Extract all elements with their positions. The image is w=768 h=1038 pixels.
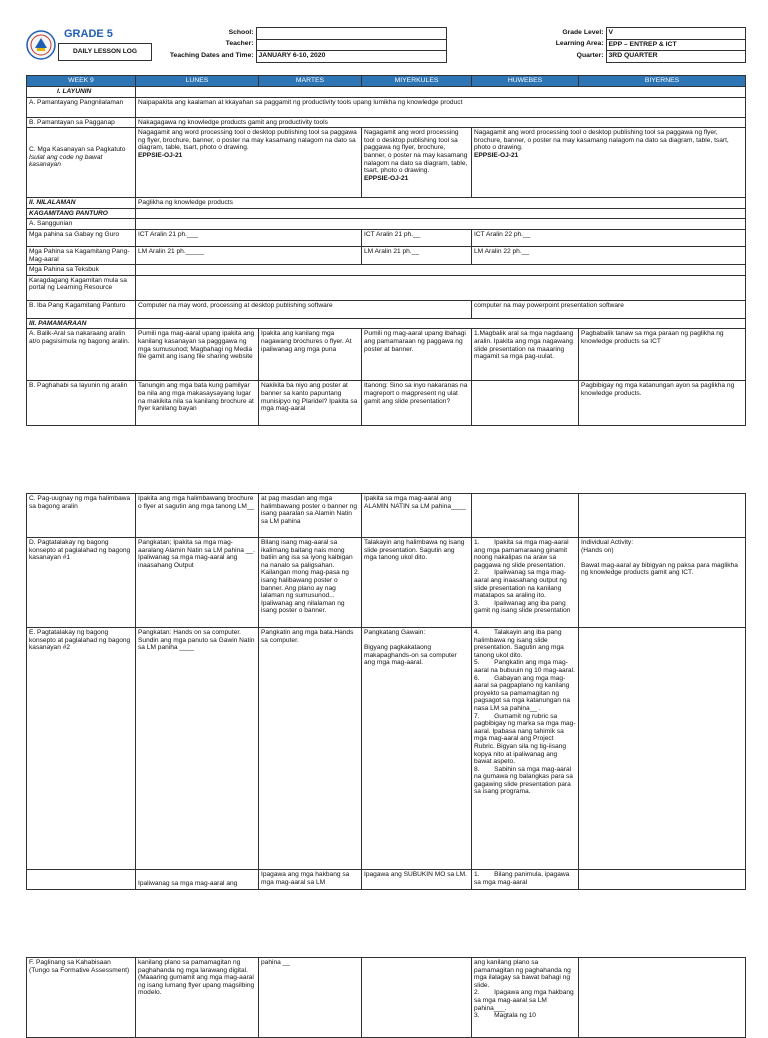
label-text: C. Mga Kasanayan sa Pagkatuto xyxy=(29,146,126,154)
competency-code: EPPSIE-OJ-21 xyxy=(364,174,409,182)
row-label: Karagdagang Kagamitan mula sa portal ng Learning Resource xyxy=(27,275,136,300)
col-martes: MARTES xyxy=(259,76,362,87)
cell-text: pahina __ xyxy=(259,958,362,1038)
cell-text: 1. Bilang panimula, ipagawa sa mga mag-aaral xyxy=(472,870,579,890)
cell-text: Bilang isang mag-aaral sa ikalimang baitang nais mong batiin ang isa sa iyong kaibigan na nanalo sa paligsahan. Kailangan mong mag-pasa ng isang halibawang poster o banner. Ang plano ay nag lalaman ng sumusunod... Ipaliwanag ang nilalaman ng isang poster o banner. xyxy=(259,538,362,628)
row-label: A. Sanggunian xyxy=(27,219,136,230)
lesson-table-page-2 xyxy=(26,493,746,890)
cell-text: Ipagawa ang SUBUKIN MO sa LM. xyxy=(362,870,472,890)
section-pamamaraan: III. PAMAMARAAN xyxy=(27,318,136,329)
cell-text: Pangkatang Gawain: Bigyang pagkakataong makapaghands-on sa computer ang mga mag-aaral. xyxy=(362,628,472,870)
teacher-label: Teacher: xyxy=(225,40,254,47)
row-text: Nakagagawa ng knowledge products gamit ang productivity tools xyxy=(136,117,746,128)
lesson-table-page-1 xyxy=(26,75,746,426)
cell-text: ICT Aralin 21 ph.__ xyxy=(362,229,472,246)
col-huwebes: HUWEBES xyxy=(472,76,579,87)
row-label: D. Pagtatalakay ng bagong konsepto at paglalahad ng bagong kasanayan #1 xyxy=(27,538,136,628)
cell-text: Nagagamit ang word processing tool o desktop publishing tool sa paggawa ng flyer, brochure, banner, o poster na may kasamang nalagom na dato sa diagram, table, tsart, photo o drawing. xyxy=(364,129,468,175)
row-label: B. Pamantayan sa Pagganap xyxy=(27,117,136,128)
cell-text: Pagbabalik tanaw sa mga paraan ng paglikha ng knowledge products sa ICT xyxy=(579,329,746,381)
row-label: A. Balik-Aral sa nakaraang aralin at/o pagsisimula ng bagong aralin. xyxy=(27,329,136,381)
cell-text: Pagbibigay ng mga katanungan ayon sa paglikha ng knowledge products. xyxy=(579,381,746,426)
teacher-value xyxy=(256,39,446,51)
cell-text: LM Aralin 22 ph.__ xyxy=(472,246,746,264)
cell-text: Ipakita ang kanilang mga nagawang brochures o flyer. At ipaliwanag ang mga puna xyxy=(259,329,362,381)
row-label: F. Paglinang sa Kahabisaan (Tungo sa Formative Assessment) xyxy=(27,958,136,1038)
section-layunin: I. LAYUNIN xyxy=(27,87,136,98)
cell-text: computer na may powerpoint presentation software xyxy=(472,300,746,318)
row-label: Mga Pahina sa Teksbuk xyxy=(27,265,136,276)
school-value xyxy=(256,28,446,40)
row-label: Mga Pahina sa Kagamitang Pang-Mag-aaral xyxy=(27,246,136,264)
learning-area-value: EPP – ENTREP & ICT xyxy=(606,39,745,51)
cell-text: Itanong: Sino sa inyo nakaranas na magreport o magpresent ng ulat gamit ang slide presentation? xyxy=(362,381,472,426)
cell-text: Pangkatin ang mga bata.Hands sa computer. xyxy=(259,628,362,870)
row-label: B. Paghahabi sa layunin ng aralin xyxy=(27,381,136,426)
page-1 xyxy=(0,0,768,418)
cell-text: ICT Aralin 22 ph.__ xyxy=(472,229,746,246)
page-3 xyxy=(0,955,768,1024)
dates-label: Teaching Dates and Time: xyxy=(169,51,254,59)
cell-text: Individual Activity: (Hands on) Bawat mag-aaral ay bibigyan ng paksa para maglikha ng knowledge products gamit ang ICT. xyxy=(579,538,746,628)
quarter-label: Quarter: xyxy=(576,51,604,59)
cell-text: 1.Magbalik aral sa mga nagdaang aralin. Ipakita ang mga nagawang slide presentation na maaaring magamit sa mga pag-uulat. xyxy=(472,329,579,381)
cell-text: Pumili nga mag-aaral upang ipakita ang kanilang kasanayan sa pagggawa ng mga sumusunod; Magbahagi ng Media file gamit ang isang file sharing website xyxy=(136,329,259,381)
cell-text: Ipakita ang mga halimbawang brochure o flyer at sagutin ang mga tanong LM__ xyxy=(136,494,259,538)
col-biyernes: BIYERNES xyxy=(579,76,746,87)
cell-text: Computer na may word, processing at desktop publishing software xyxy=(136,300,472,318)
lesson-table-page-3 xyxy=(26,957,746,1038)
header-info xyxy=(158,27,746,63)
competency-code: EPPSIE-OJ-21 xyxy=(138,151,183,159)
cell-text: LM Aralin 21 ph.__ xyxy=(362,246,472,264)
section-kagamitan: KAGAMITANG PANTURO xyxy=(27,208,136,219)
cell-text: Nakikita ba niyo ang poster at banner sa kanto papuntang munisipyo ng Plaridel? Ipakita sa mga mag-aaral xyxy=(259,381,362,426)
cell-text: Pangkatan: Hands on sa computer. Sundin ang mga panuto sa Gawin Natin sa LM paniha ____ xyxy=(136,628,259,870)
cell-huwebes xyxy=(472,128,746,198)
cell-text: Ipagawa ang mga hakbang sa mga mag-aaral sa LM xyxy=(259,870,362,890)
page-2 xyxy=(0,490,768,902)
cell-text: Nagagamit ang word processing tool o desktop publishing tool sa paggawa ng flyer, brochure, banner, o poster na may kasamang nalagom na dato sa diagram, table, tsart, photo o drawing. xyxy=(138,129,357,152)
grade-level-label: Grade Level: xyxy=(562,28,604,36)
cell-text: 4. Talakayin ang iba pang halimbawa ng isang slide presentation. Sagutin ang mga tanong ukol dito. 5. Pangkatin ang mga mag-aaral na bubuuin ng 10 mag-aaral. 6. Gabayan ang mga mag-aaral sa pagpaplano ng kanilang proyekto sa pamamagitan ng pagsagot sa mga katanungan na nasa LM sa pahina__ . 7. Gumamit ng rubric sa pagbibigay ng marka sa mga mag-aaral. Ipabasa nang tahimik sa mga mag-aaral ang Project Rubric. Bigyan sila ng tig-iisang kopya nito at ipaliwanag ang bawat aspeto. 8. Sabihin sa mga mag-aaral na gumawa ng balangkas para sa gagawing slide presentation para sa isang programa. xyxy=(472,628,579,870)
school-label: School: xyxy=(228,28,254,36)
cell-text: ICT Aralin 21 ph.___ xyxy=(136,229,362,246)
row-label xyxy=(27,128,136,198)
cell-text: ang kanilang plano sa pamamagitan ng paghahanda ng mga ilalagay sa bawat bahagi ng slide. 2. Ipagawa ang mga hakbang sa mga mag-aaral sa LM pahina___. 3. Magtala ng 10 xyxy=(472,958,579,1038)
row-text: Naipapakita ang kaalaman at kkayahan sa paggamit ng productivity tools upang lumikha ng knowledge product xyxy=(136,97,746,117)
dates-value: JANUARY 6-10, 2020 xyxy=(256,51,446,63)
cell-lunes-martes xyxy=(136,128,362,198)
label-note: Isulat ang code ng bawat kasanayan xyxy=(29,153,103,169)
cell-text: Talakayin ang halimbawa ng isang slide presentation. Sagutin ang mga tanong ukol dito. xyxy=(362,538,472,628)
cell-text: at pag masdan ang mga halimbawang poster o banner ng isang paaralan sa Alamin Natin sa LM pahina xyxy=(259,494,362,538)
row-label: B. Iba Pang Kagamitang Panturo xyxy=(27,300,136,318)
deped-seal-icon xyxy=(26,30,56,60)
col-lunes: LUNES xyxy=(136,76,259,87)
cell-text: kanilang plano sa pamamagitan ng paghahanda ng mga larawang digital.(Maaaring gumamit ang mga mag-aaral ng isang lumang flyer upang magsilbing modelo. xyxy=(136,958,259,1038)
cell-text: Ipakita sa mga mag-aaral ang ALAMIN NATIN sa LM pahina____ xyxy=(362,494,472,538)
cell-text: Pumili ng mag-aaral upang ibahagi ang pamamaraan ng paggawa ng poster at banner. xyxy=(362,329,472,381)
row-label: E. Pagtatalakay ng bagong konsepto at paglalahad ng bagong kasanayan #2 xyxy=(27,628,136,870)
cell-miyerkules xyxy=(362,128,472,198)
cell-text: 1. Ipakita sa mga mag-aaral ang mga pamamaraang ginamit noong nakalipas na araw sa paggawa ng slide presentation. 2. Ipaliwanag sa mga mag-aaral ang inaasahang output ng slide presentation na kanilang matatapos sa araling ito. 3. Ipaliwanag ang iba pang gamit ng isang slide presentation xyxy=(472,538,579,628)
grade-level-value: V xyxy=(606,28,745,40)
cell-text: LM Aralin 21 ph._____ xyxy=(136,246,362,264)
daily-lesson-log-title: DAILY LESSON LOG xyxy=(58,43,152,61)
cell-text: Ipaliwanag sa mga mag-aaral ang xyxy=(136,870,259,890)
row-label: C. Pag-uugnay ng mga halimbawa sa bagong aralin xyxy=(27,494,136,538)
col-miyerkules: MIYERKULES xyxy=(362,76,472,87)
quarter-value: 3RD QUARTER xyxy=(606,51,745,63)
cell-text: Pangkatan; Ipakita sa mga mag-aaralang Alamin Natin sa LM pahina __. Ipaliwanag sa mga mag-aaral ang inaasahang Output xyxy=(136,538,259,628)
learning-area-label: Learning Area: xyxy=(555,40,604,47)
grade-title: GRADE 5 xyxy=(64,28,113,40)
col-week: WEEK 9 xyxy=(27,76,136,87)
row-text: Paglikha ng knowledge products xyxy=(136,198,746,209)
row-label: Mga pahina sa Gabay ng Guro xyxy=(27,229,136,246)
cell-text: Nagagamit ang word processing tool o desktop publishing tool sa paggawa ng flyer, brochure, banner, o poster na may kasamang nalagom na dato sa diagram, table, tsart, photo o drawing. xyxy=(474,129,729,152)
section-nilalaman: II. NILALAMAN xyxy=(27,198,136,209)
cell-text: Tanungin ang mga bata kung pamilyar ba nila ang mga makasaysayang lugar na makikita nila sa kanilang brochure at flyer kanilang bayan xyxy=(136,381,259,426)
competency-code: EPPSIE-OJ-21 xyxy=(474,151,519,159)
row-label: A. Pamantayang Pangnilalaman xyxy=(27,97,136,117)
